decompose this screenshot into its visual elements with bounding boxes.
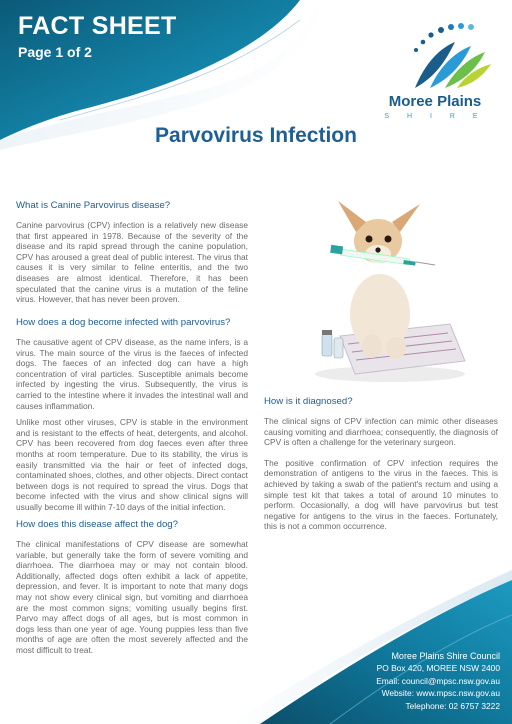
section-heading: What is Canine Parvovirus disease?: [16, 200, 171, 211]
footer-phone: Telephone: 02 6757 3222: [405, 700, 500, 711]
footer-email-link[interactable]: Email: council@mpsc.nsw.gov.au: [376, 675, 500, 686]
document-title: Parvovirus Infection: [155, 124, 357, 147]
logo-name: Moree Plains: [388, 93, 482, 110]
logo-subtitle: S H I R E: [384, 113, 486, 120]
fact-sheet-title: FACT SHEET: [18, 12, 177, 40]
section-paragraph: Unlike most other viruses, CPV is stable in the environment and is resistant to the effects of heat, detergents, and alcohol. CPV has been recovered from dog faeces even after three months at room temperature. Due to its stability, the virus is easily transmitted via the hair or feet of infected dogs, contaminated shoes, clothes, and other objects. Direct contact between dogs is not required to spread the virus. Dogs that become infected with the virus and show clinical signs will usually become ill within 7-10 days of the initial infection.: [16, 417, 248, 512]
section-how-infected: [16, 317, 248, 519]
section-paragraph: The causative agent of CPV disease, as the name infers, is a virus. The main source of the virus is the faeces of infected dogs. The faeces of an infected dog can have a high concentration of viral particles. Susceptible animals become infected by ingesting the virus. Subsequently, the virus is carried to the intestine where it invades the intestinal wall and causes inflammation.: [16, 337, 248, 411]
section-heading: How does a dog become infected with parvovirus?: [16, 317, 231, 328]
section-paragraph: The clinical manifestations of CPV disease are somewhat variable, but generally take the form of severe vomiting and diarrhoea. The diarrhoea may or may not contain blood. Additionally, affected dogs often exhibit a lack of appetite, depression, and fever. It is important to note that many dogs may not show every clinical sign, but vomiting and diarrhoea are the most common signs; vomiting usually begins first. Parvo may affect dogs of all ages, but is most common in dogs less than one year of age. Young puppies less than five months of age are often the most severely affected and the most difficult to treat.: [16, 539, 248, 655]
section-diagnosed: [264, 396, 498, 538]
section-heading: How does this disease affect the dog?: [16, 519, 178, 530]
section-what-is: [16, 200, 248, 311]
chihuahua-photo-icon: [300, 196, 470, 386]
footer-contact: [376, 650, 500, 712]
footer-org: Moree Plains Shire Council: [391, 651, 500, 661]
page-indicator: Page 1 of 2: [18, 44, 92, 60]
footer-website-link[interactable]: Website: www.mpsc.nsw.gov.au: [381, 688, 500, 699]
footer-address: PO Box 420, MOREE NSW 2400: [376, 663, 500, 674]
section-paragraph: The clinical signs of CPV infection can mimic other diseases causing vomiting and diarrhoea; consequently, the diagnosis of CPV is often a challenge for the veterinary surgeon.: [264, 416, 498, 448]
section-paragraph: Canine parvovirus (CPV) infection is a relatively new disease that first appeared in 1978. Because of the severity of the disease and its rapid spread through the canine population, CPV has aroused a great deal of public interest. The virus that causes it is very similar to feline enteritis, and the two diseases are almost identical. Therefore, it has been speculated that the canine virus is a mutation of the feline virus. However, that has never been proven.: [16, 220, 248, 305]
section-heading: How is it diagnosed?: [264, 396, 353, 407]
section-paragraph: The positive confirmation of CPV infection requires the demonstration of antigens to the virus in the faeces. This is achieved by taking a swab of the patient's rectum and using a simple test kit that takes a total of around 10 minutes to perform. Occasionally, a dog will have parvovirus but test negative for antigens to the virus in the faeces. Fortunately, this is not a common occurrence.: [264, 457, 498, 532]
